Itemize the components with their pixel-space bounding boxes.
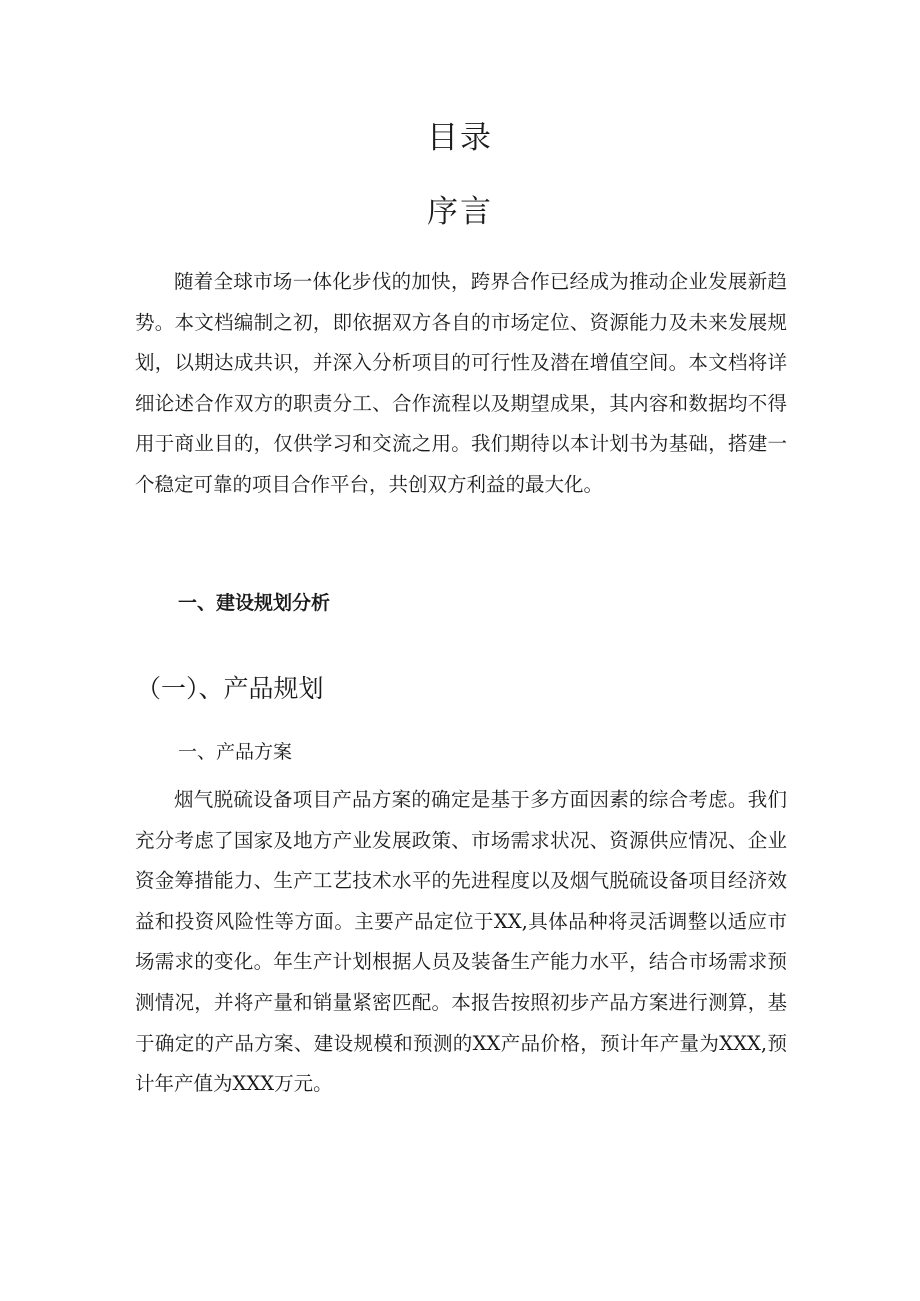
preface-paragraph: 随着全球市场一体化步伐的加快，跨界合作已经成为推动企业发展新趋势。本文档编制之初，即依据双方各自的市场定位、资源能力及未来发展规划，以期达成共识，并深入分析项目的可行性及潜在增值空间。本文档将详细论述合作双方的职责分工、合作流程以及期望成果，其内容和数据均不得用于商业目的，仅供学习和交流之用。我们期待以本计划书为基础，搭建一个稳定可靠的项目合作平台，共创双方利益的最大化。 [135, 270, 787, 496]
preface-title: 序言 [427, 194, 493, 230]
section-heading-construction-planning: 一、建设规划分析 [178, 592, 331, 614]
product-plan-paragraph: 烟气脱硫设备项目产品方案的确定是基于多方面因素的综合考虑。我们充分考虑了国家及地方产业发展政策、市场需求状况、资源供应情况、企业资金筹措能力、生产工艺技术水平的先进程度以及烟气脱硫设备项目经济效益和投资风险性等方面。主要产品定位于XX,具体品种将灵活调整以适应市场需求的变化。年生产计划根据人员及装备生产能力水平，结合市场需求预测情况，并将产量和销量紧密匹配。本报告按照初步产品方案进行测算，基于确定的产品方案、建设规模和预测的XX产品价格，预计年产量为XXX,预计年产值为XXX万元。 [135, 788, 787, 1096]
toc-title: 目录 [427, 120, 493, 156]
subsection-heading-product-planning: （一）、产品规划 [136, 674, 324, 703]
item-heading-product-plan: 一、产品方案 [178, 741, 293, 763]
